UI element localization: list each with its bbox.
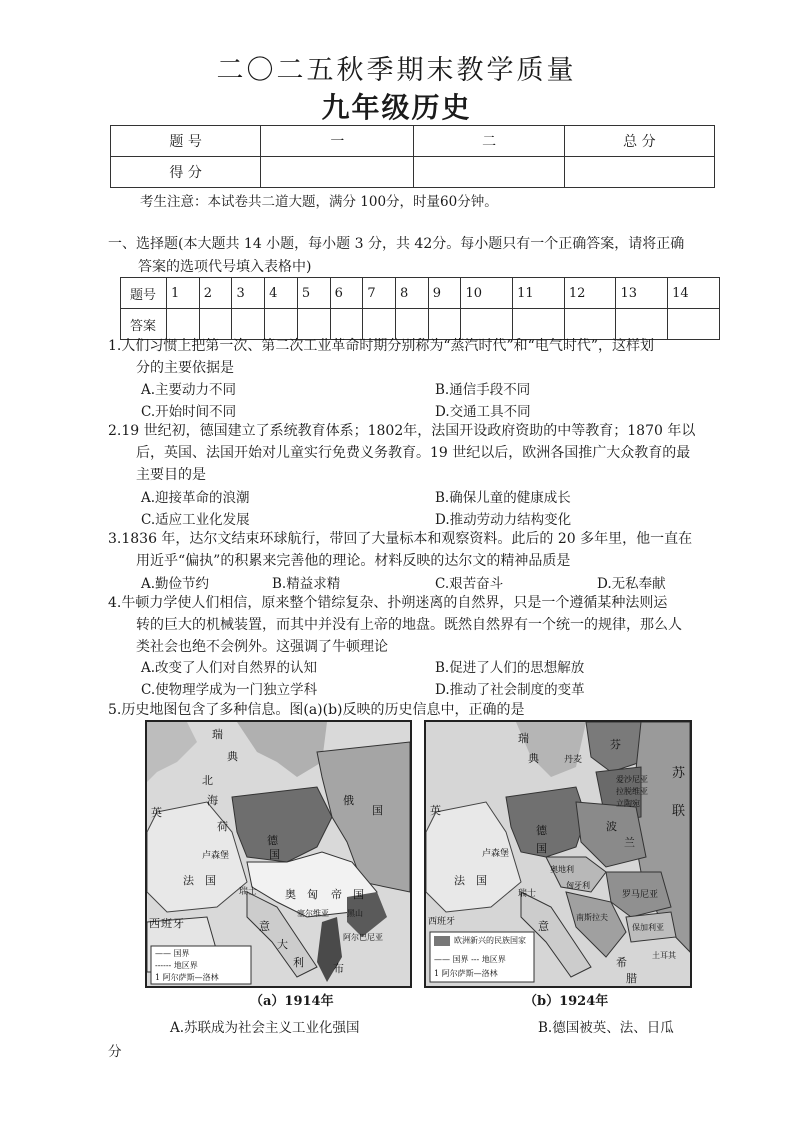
question-4-option-b[interactable]: B.促进了人们的思想解放 bbox=[435, 660, 585, 676]
answer-table-label: 题号 bbox=[121, 278, 167, 309]
map-label: 卢森堡 bbox=[202, 851, 230, 861]
map-label: 兰 bbox=[624, 836, 635, 849]
map-1924 bbox=[424, 720, 692, 988]
answer-table-number: 5 bbox=[297, 278, 330, 309]
map-label: 西 bbox=[149, 917, 160, 930]
map-label: 匈 bbox=[307, 888, 318, 901]
question-stem-line: 类社会也绝不会例外。这强调了牛顿理论 bbox=[136, 639, 388, 655]
map-label: 土耳其 bbox=[652, 951, 676, 960]
map-label: 瑞士 bbox=[518, 889, 537, 899]
map-label: 国 bbox=[372, 804, 383, 817]
map-label: 希 bbox=[616, 956, 627, 969]
score-entry-cell[interactable] bbox=[414, 157, 564, 188]
map-label: 意 bbox=[259, 920, 270, 933]
map-label: 联 bbox=[672, 804, 686, 819]
map-label: 瑞士 bbox=[239, 887, 258, 897]
map-label: 海 bbox=[207, 794, 218, 807]
score-table bbox=[110, 125, 715, 188]
map-1914-caption: （a）1914年 bbox=[250, 994, 334, 1009]
answer-table-label: 答案 bbox=[121, 309, 167, 340]
question-3-option-b[interactable]: B.精益求精 bbox=[272, 576, 341, 592]
answer-table-number: 7 bbox=[363, 278, 396, 309]
section-heading-line: 答案的选项代号填入表格中) bbox=[138, 259, 312, 275]
question-3-option-d[interactable]: D.无私奉献 bbox=[597, 576, 666, 592]
map-label: 牙 bbox=[173, 917, 184, 930]
answer-table-number: 8 bbox=[396, 278, 429, 309]
map-label: 德 bbox=[536, 824, 547, 837]
question-3-stem bbox=[108, 528, 692, 572]
answer-table-number: 4 bbox=[265, 278, 298, 309]
map-label: 利 bbox=[293, 956, 304, 969]
question-2-option-a[interactable]: A.迎接革命的浪潮 bbox=[141, 490, 250, 506]
map-label: 意 bbox=[538, 920, 549, 933]
map-label: 德 bbox=[267, 834, 278, 847]
map-label: 国 bbox=[476, 874, 487, 887]
map-1924-caption: （b）1924年 bbox=[524, 994, 609, 1009]
question-5-option-b[interactable]: B.德国被英、法、日瓜 bbox=[538, 1020, 674, 1036]
score-table-score-row bbox=[111, 157, 715, 188]
map-label: 大 bbox=[277, 938, 288, 951]
map-1914 bbox=[145, 720, 412, 988]
map-label: 芬 bbox=[610, 738, 621, 751]
map-legend-item: 1 阿尔萨斯—洛林 bbox=[155, 973, 219, 982]
score-table-cell: 二 bbox=[414, 126, 564, 157]
map-label: 瑞 bbox=[212, 728, 223, 741]
question-4-stem bbox=[108, 592, 682, 658]
exam-notice: 考生注意：本试卷共二道大题，满分 100分，时量60分钟。 bbox=[140, 194, 498, 210]
question-4-option-c[interactable]: C.使物理学成为一门独立学科 bbox=[141, 682, 318, 698]
map-label: 匈牙利 bbox=[566, 881, 590, 890]
question-1-option-c[interactable]: C.开始时间不同 bbox=[141, 404, 237, 420]
map-label: 南斯拉夫 bbox=[576, 913, 608, 922]
question-stem-line: 后，英国、法国开始对儿童实行免费义务教育。19 世纪以后，欧洲各国推广大众教育的最 bbox=[136, 445, 691, 461]
score-table-cell: 得 分 bbox=[111, 157, 261, 188]
question-4-option-a[interactable]: A.改变了人们对自然界的认知 bbox=[141, 660, 318, 676]
score-table-cell: 题 号 bbox=[111, 126, 261, 157]
score-entry-cell[interactable] bbox=[564, 157, 714, 188]
answer-table-number: 1 bbox=[167, 278, 200, 309]
question-1-option-a[interactable]: A.主要动力不同 bbox=[141, 382, 237, 398]
section-heading bbox=[108, 233, 688, 279]
answer-table bbox=[120, 277, 720, 340]
map-label: 国 bbox=[353, 888, 364, 901]
map-label: 班 bbox=[161, 917, 172, 930]
answer-table-number: 13 bbox=[616, 278, 668, 309]
question-stem-line: 转的巨大的机械装置，而其中并没有上帝的地盘。既然自然界有一个统一的规律，那么人 bbox=[136, 617, 682, 633]
question-5-option-b-tail: 分 bbox=[108, 1044, 122, 1060]
question-2-option-d[interactable]: D.推动劳动力结构变化 bbox=[435, 512, 572, 528]
map-label: 俄 bbox=[343, 794, 354, 807]
map-label: 国 bbox=[536, 842, 547, 855]
question-2-stem bbox=[108, 420, 695, 486]
map-legend-item: —— 国界 bbox=[155, 949, 190, 958]
question-stem-line: 3.1836 年，达尔文结束环球航行，带回了大量标本和观察资料。此后的 20 多年里，他一直在 bbox=[108, 531, 693, 547]
question-stem-line: 主要目的是 bbox=[136, 467, 206, 483]
question-stem-line: 分的主要依据是 bbox=[136, 360, 234, 376]
map-label: 典 bbox=[528, 752, 539, 765]
question-5-option-a[interactable]: A.苏联成为社会主义工业化强国 bbox=[170, 1020, 360, 1036]
map-label: 罗马尼亚 bbox=[622, 890, 659, 900]
answer-table-number: 12 bbox=[564, 278, 616, 309]
question-stem-line: 4.牛顿力学使人们相信，原来整个错综复杂、扑朔迷离的自然界，只是一个遵循某种法则运 bbox=[108, 595, 668, 611]
map-label: 荷 bbox=[217, 820, 228, 833]
answer-table-number: 9 bbox=[428, 278, 461, 309]
map-label: 北 bbox=[202, 774, 213, 787]
map-label: 腊 bbox=[626, 972, 637, 985]
map-label: 保加利亚 bbox=[632, 923, 664, 932]
question-1-option-b[interactable]: B.通信手段不同 bbox=[435, 382, 531, 398]
map-label: 布 bbox=[333, 962, 344, 975]
question-3-option-c[interactable]: C.艰苦奋斗 bbox=[435, 576, 504, 592]
map-label: 西班牙 bbox=[428, 917, 456, 927]
answer-table-number: 6 bbox=[330, 278, 363, 309]
map-label: 卢森堡 bbox=[482, 849, 510, 859]
question-2-option-b[interactable]: B.确保儿童的健康成长 bbox=[435, 490, 571, 506]
map-label: 法 bbox=[183, 874, 194, 887]
map-label: 奥 bbox=[285, 888, 296, 901]
map-label: 英 bbox=[430, 804, 441, 817]
answer-table-number: 3 bbox=[232, 278, 265, 309]
score-entry-cell[interactable] bbox=[261, 157, 414, 188]
map-label: 拉脱维亚 bbox=[616, 787, 648, 796]
question-stem-line: 用近乎“偏执”的积累来完善他的理论。材料反映的达尔文的精神品质是 bbox=[136, 553, 571, 569]
map-label: 丹麦 bbox=[564, 755, 583, 765]
question-stem-line: 2.19 世纪初，德国建立了系统教育体系；1802年，法国开设政府资助的中等教育；1870 年以 bbox=[108, 423, 696, 439]
exam-subtitle: 九年级历史 bbox=[321, 91, 472, 124]
map-label: 英 bbox=[151, 806, 162, 819]
question-1-option-d[interactable]: D.交通工具不同 bbox=[435, 404, 531, 420]
section-heading-line: 一、选择题(本大题共 14 小题，每小题 3 分，共 42分。每小题只有一个正确答案，请将正确 bbox=[108, 236, 685, 252]
question-3-option-a[interactable]: A.勤俭节约 bbox=[141, 576, 210, 592]
map-label: 立陶宛 bbox=[616, 799, 640, 808]
answer-table-number: 2 bbox=[199, 278, 232, 309]
question-2-option-c[interactable]: C.适应工业化发展 bbox=[141, 512, 250, 528]
question-4-option-d[interactable]: D.推动了社会制度的变革 bbox=[435, 682, 585, 698]
answer-cell[interactable] bbox=[668, 309, 720, 340]
score-table-cell: 一 bbox=[261, 126, 414, 157]
map-label: 黑山 bbox=[347, 909, 363, 918]
map-legend-item: 1 阿尔萨斯—洛林 bbox=[434, 969, 498, 978]
map-label: 典 bbox=[227, 750, 238, 763]
map-label: 法 bbox=[454, 874, 465, 887]
map-label: 爱沙尼亚 bbox=[616, 775, 648, 784]
question-1-stem bbox=[108, 335, 654, 379]
map-legend-item: —— 国界 --- 地区界 bbox=[434, 955, 506, 964]
map-label: 奥地利 bbox=[550, 865, 574, 874]
map-label: 波 bbox=[606, 820, 617, 833]
map-label: 塞尔维亚 bbox=[297, 909, 329, 918]
map-legend-item: ------ 地区界 bbox=[155, 961, 198, 970]
answer-table-number-row bbox=[121, 278, 720, 309]
exam-title: 二〇二五秋季期末教学质量 bbox=[216, 55, 577, 86]
answer-table-number: 11 bbox=[513, 278, 565, 309]
map-label: 帝 bbox=[331, 888, 342, 901]
map-1924-graphic bbox=[426, 722, 690, 986]
map-label: 国 bbox=[205, 874, 216, 887]
question-stem-line: 1.人们习惯上把第一次、第二次工业革命时期分别称为“蒸汽时代”和“电气时代”，这样划 bbox=[108, 338, 654, 354]
map-legend-item: 欧洲新兴的民族国家 bbox=[454, 936, 526, 945]
answer-table-number: 10 bbox=[461, 278, 513, 309]
map-label: 瑞 bbox=[518, 732, 529, 745]
answer-table-number: 14 bbox=[668, 278, 720, 309]
score-table-cell: 总 分 bbox=[564, 126, 714, 157]
map-label: 苏 bbox=[672, 766, 686, 781]
score-table-header-row bbox=[111, 126, 715, 157]
question-5-stem: 5.历史地图包含了多种信息。图(a)(b)反映的历史信息中，正确的是 bbox=[108, 702, 525, 718]
map-label: 国 bbox=[269, 848, 280, 861]
map-label: 阿尔巴尼亚 bbox=[343, 933, 383, 942]
